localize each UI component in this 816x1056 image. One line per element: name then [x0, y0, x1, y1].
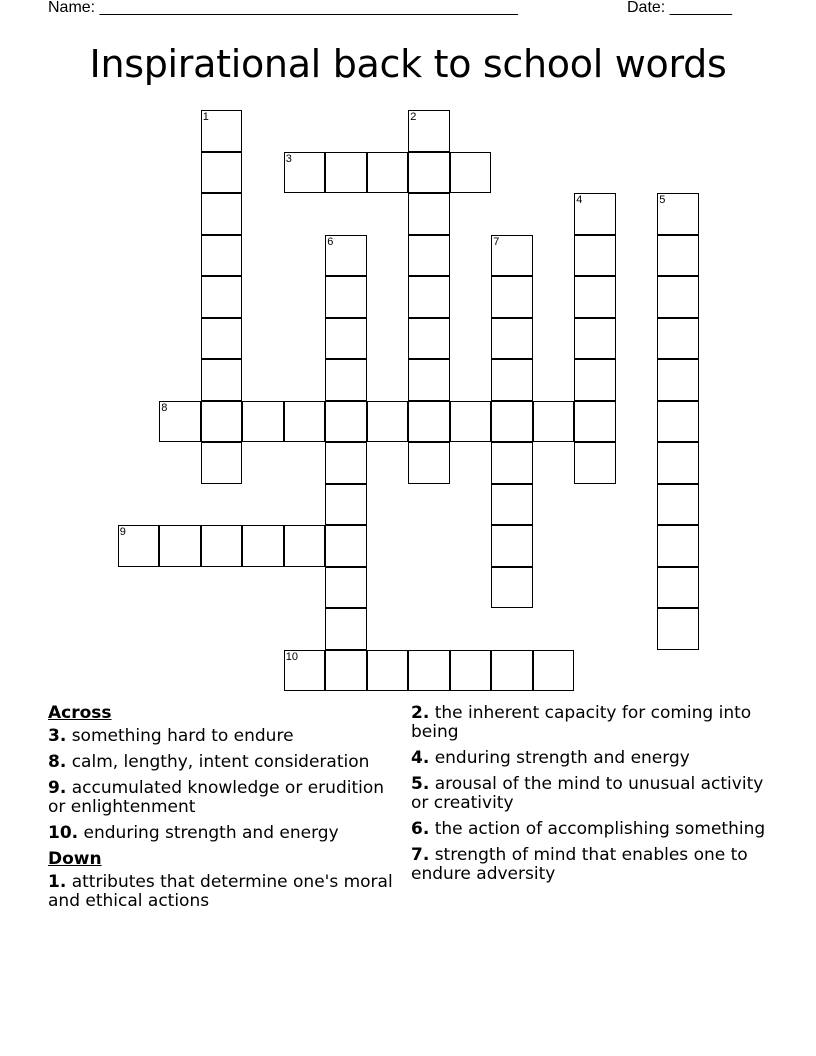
grid-cell[interactable]: [574, 193, 616, 235]
grid-cell[interactable]: [201, 442, 243, 484]
grid-cell[interactable]: [491, 401, 533, 443]
grid-cell[interactable]: [325, 401, 367, 443]
grid-cell[interactable]: [574, 401, 616, 443]
grid-cell[interactable]: [491, 276, 533, 318]
clue-down-6: 6. the action of accomplishing something: [411, 819, 766, 839]
grid-cell[interactable]: [325, 318, 367, 360]
grid-cell[interactable]: [408, 318, 450, 360]
clue-across-8: 8. calm, lengthy, intent consideration: [48, 752, 370, 772]
grid-cell[interactable]: [657, 359, 699, 401]
page-title: Inspirational back to school words: [89, 42, 727, 86]
grid-cell[interactable]: [657, 401, 699, 443]
grid-cell[interactable]: [574, 235, 616, 277]
clue-number: 7: [493, 235, 500, 248]
grid-cell[interactable]: [325, 608, 367, 650]
grid-cell[interactable]: [408, 152, 450, 194]
clue-number: 3: [285, 152, 292, 165]
grid-cell[interactable]: [450, 401, 492, 443]
grid-cell[interactable]: [657, 276, 699, 318]
grid-cell[interactable]: [325, 152, 367, 194]
grid-cell[interactable]: [491, 235, 533, 277]
grid-cell[interactable]: [325, 484, 367, 526]
grid-cell[interactable]: [159, 401, 201, 443]
grid-cell[interactable]: [657, 608, 699, 650]
grid-cell[interactable]: [491, 484, 533, 526]
grid-cell[interactable]: [159, 525, 201, 567]
grid-cell[interactable]: [284, 525, 326, 567]
grid-cell[interactable]: [325, 276, 367, 318]
grid-cell[interactable]: [533, 401, 575, 443]
grid-cell[interactable]: [201, 359, 243, 401]
grid-cell[interactable]: [491, 525, 533, 567]
grid-cell[interactable]: [325, 525, 367, 567]
clue-across-9: 9. accumulated knowledge or erudition or enlightenment: [48, 778, 385, 817]
grid-cell[interactable]: [491, 442, 533, 484]
grid-cell[interactable]: [657, 193, 699, 235]
clue-number: 2: [410, 111, 417, 124]
grid-cell[interactable]: [367, 152, 409, 194]
clues-right-column: [411, 704, 771, 891]
clue-down-1: 1. attributes that determine one's moral and ethical actions: [48, 872, 393, 911]
grid-cell[interactable]: [201, 235, 243, 277]
grid-cell[interactable]: [367, 401, 409, 443]
clue-number: 4: [576, 194, 583, 207]
grid-cell[interactable]: [491, 318, 533, 360]
grid-cell[interactable]: [491, 359, 533, 401]
grid-cell[interactable]: [408, 193, 450, 235]
grid-cell[interactable]: [408, 401, 450, 443]
grid-cell[interactable]: [201, 401, 243, 443]
grid-cell[interactable]: [574, 276, 616, 318]
grid-cell[interactable]: [325, 235, 367, 277]
grid-cell[interactable]: [450, 650, 492, 692]
name-line: Name: _______________________________________________: [48, 0, 518, 16]
grid-cell[interactable]: [574, 359, 616, 401]
grid-cell[interactable]: [408, 650, 450, 692]
grid-cell[interactable]: [201, 152, 243, 194]
grid-cell[interactable]: [201, 525, 243, 567]
grid-cell[interactable]: [201, 193, 243, 235]
grid-cell[interactable]: [118, 525, 160, 567]
grid-cell[interactable]: [201, 318, 243, 360]
clues-left-column: [48, 704, 393, 918]
across-heading: Across: [48, 703, 112, 723]
grid-cell[interactable]: [242, 525, 284, 567]
grid-cell[interactable]: [491, 567, 533, 609]
grid-cell[interactable]: [284, 650, 326, 692]
grid-cell[interactable]: [284, 401, 326, 443]
grid-cell[interactable]: [657, 484, 699, 526]
grid-cell[interactable]: [657, 318, 699, 360]
grid-cell[interactable]: [657, 525, 699, 567]
grid-cell[interactable]: [367, 650, 409, 692]
grid-cell[interactable]: [574, 442, 616, 484]
grid-cell[interactable]: [325, 650, 367, 692]
grid-cell[interactable]: [408, 442, 450, 484]
clue-down-5: 5. arousal of the mind to unusual activity or creativity: [411, 774, 764, 813]
grid-cell[interactable]: [408, 110, 450, 152]
grid-cell[interactable]: [657, 442, 699, 484]
grid-cell[interactable]: [657, 567, 699, 609]
clue-number: 8: [161, 401, 168, 414]
grid-cell[interactable]: [657, 235, 699, 277]
clue-across-10: 10. enduring strength and energy: [48, 823, 339, 843]
grid-cell[interactable]: [533, 650, 575, 692]
clue-down-7: 7. strength of mind that enables one to endure adversity: [411, 845, 748, 884]
grid-cell[interactable]: [201, 276, 243, 318]
clue-number: 9: [119, 526, 126, 539]
grid-cell[interactable]: [325, 567, 367, 609]
clue-across-3: 3. something hard to endure: [48, 726, 294, 746]
grid-cell[interactable]: [201, 110, 243, 152]
grid-cell[interactable]: [408, 235, 450, 277]
grid-cell[interactable]: [450, 152, 492, 194]
clue-number: 1: [202, 111, 209, 124]
date-line: Date: _______: [627, 0, 732, 16]
grid-cell[interactable]: [284, 152, 326, 194]
grid-cell[interactable]: [574, 318, 616, 360]
clue-number: 10: [285, 650, 298, 663]
grid-cell[interactable]: [408, 359, 450, 401]
clue-number: 5: [659, 194, 666, 207]
clue-down-2: 2. the inherent capacity for coming into being: [411, 703, 752, 742]
grid-cell[interactable]: [408, 276, 450, 318]
clue-number: 6: [327, 235, 334, 248]
down-heading: Down: [48, 849, 102, 869]
clue-down-4: 4. enduring strength and energy: [411, 748, 690, 768]
grid-cell[interactable]: [242, 401, 284, 443]
grid-cell[interactable]: [325, 442, 367, 484]
grid-cell[interactable]: [491, 650, 533, 692]
grid-cell[interactable]: [325, 359, 367, 401]
